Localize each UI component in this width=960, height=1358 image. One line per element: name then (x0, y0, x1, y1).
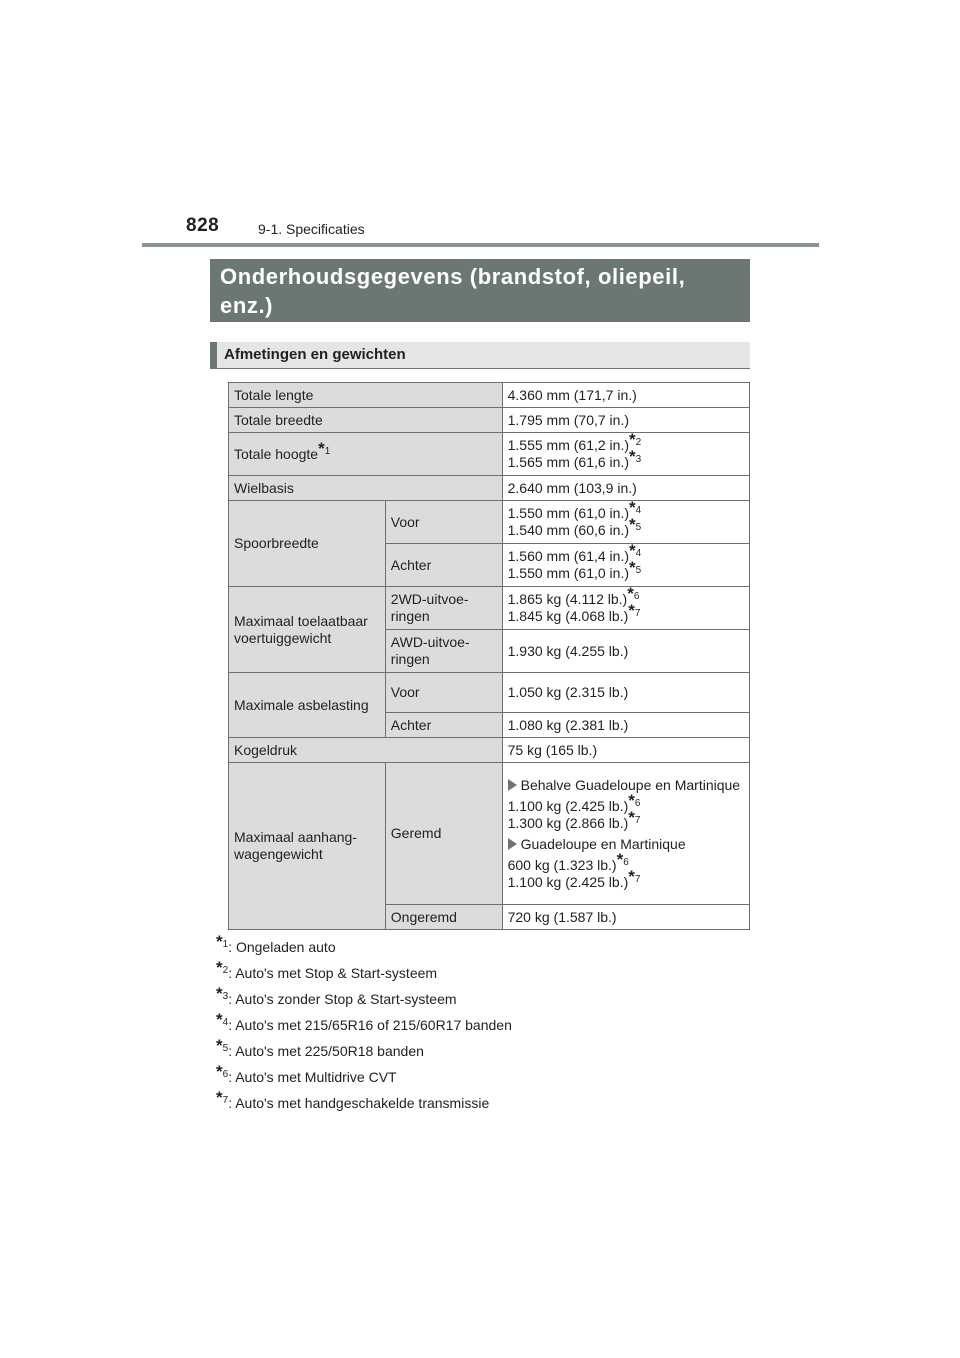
footnote-number: 4 (635, 548, 642, 559)
asterisk-mark: * (216, 1088, 223, 1107)
triangle-bullet-icon (508, 838, 517, 850)
row-value: 1.930 kg (4.255 lb.) (502, 630, 749, 673)
condition-text: Guadeloupe en Martinique (520, 835, 686, 852)
asterisk-mark: * (216, 932, 223, 951)
footnote-ref (216, 1062, 229, 1081)
footnote-number: 6 (633, 591, 640, 602)
row-value: 720 kg (1.587 lb.) (502, 905, 749, 930)
footnote-number: 5 (222, 1043, 229, 1054)
row-label: Spoorbreedte (229, 501, 386, 587)
footnote-number: 6 (623, 856, 629, 868)
row-sublabel: Achter (385, 544, 502, 587)
table-row (229, 408, 750, 433)
row-label: Maximaal toelaatbaar voertuiggewicht (229, 587, 386, 673)
row-value (502, 498, 749, 544)
row-label: Kogeldruk (229, 738, 503, 763)
footnote-ref (629, 515, 642, 534)
row-label: Totale breedte (229, 408, 503, 433)
asterisk-mark: * (628, 807, 635, 827)
asterisk-mark: * (627, 584, 634, 603)
asterisk-mark: * (628, 790, 635, 810)
footnote-item (216, 1088, 512, 1119)
value-line: 1.300 kg (2.866 lb.) (507, 814, 629, 831)
footnote-ref (216, 984, 229, 1003)
heading-accent-bar (210, 342, 217, 368)
footnote-number: 5 (635, 522, 642, 533)
subsection-heading (210, 342, 750, 369)
footnote-ref (216, 932, 229, 951)
footnote-number: 6 (634, 797, 641, 809)
table-row (229, 501, 750, 544)
subsection-title: Afmetingen en gewichten (224, 346, 406, 363)
footnote-ref (216, 1088, 229, 1107)
footnote-number: 2 (222, 965, 229, 976)
specifications-table (228, 382, 750, 930)
asterisk-mark: * (629, 515, 636, 534)
table-row (229, 587, 750, 630)
footnote-item (216, 1010, 512, 1041)
section-label: 9-1. Specificaties (258, 221, 365, 237)
footnote-number: 6 (222, 1069, 229, 1080)
header-rule (142, 243, 819, 247)
value-line: 1.100 kg (2.425 lb.) (507, 873, 629, 890)
page-title: Onderhoudsgegevens (brandstof, oliepeil, enz.) (210, 259, 750, 322)
row-value (502, 584, 749, 630)
triangle-bullet-icon (508, 779, 517, 791)
row-sublabel: AWD-uitvoe-ringen (385, 630, 502, 673)
asterisk-mark: * (629, 430, 636, 449)
value-line: 1.845 kg (4.068 lb.) (507, 608, 629, 624)
row-sublabel: Achter (385, 713, 502, 738)
row-sublabel: 2WD-uitvoe-ringen (385, 587, 502, 630)
row-value: 75 kg (165 lb.) (502, 738, 749, 763)
row-value (502, 541, 749, 587)
value-line: 1.865 kg (4.112 lb.) (507, 591, 628, 607)
footnote-number: 4 (635, 505, 642, 516)
footnote-number: 1 (222, 939, 229, 950)
footnote-item (216, 1062, 512, 1093)
value-line: 600 kg (1.323 lb.) (507, 856, 617, 873)
table-row (229, 763, 750, 905)
footnote-number: 2 (635, 437, 642, 448)
footnote-text: : Auto's met Multidrive CVT (228, 1069, 397, 1085)
value-line: 1.550 mm (61,0 in.) (507, 505, 629, 521)
asterisk-mark: * (629, 541, 636, 560)
value-line: 1.555 mm (61,2 in.) (507, 437, 629, 453)
footnote-number: 7 (634, 814, 641, 826)
value-line: 1.100 kg (2.425 lb.) (507, 797, 629, 814)
footnote-text: : Auto's met 215/65R16 of 215/60R17 banden (228, 1017, 512, 1033)
footnote-ref (616, 849, 629, 869)
asterisk-mark: * (628, 866, 635, 886)
table-row (229, 673, 750, 713)
asterisk-mark: * (216, 1062, 223, 1081)
asterisk-mark: * (216, 958, 223, 977)
footnote-text: : Auto's met Stop & Start-systeem (228, 965, 438, 981)
footnote-number: 7 (634, 873, 641, 885)
footnote-ref (628, 807, 641, 827)
condition-line (508, 836, 744, 853)
row-label: Totale lengte (229, 383, 503, 408)
footnote-text: : Ongeladen auto (228, 939, 336, 955)
footnotes (216, 932, 512, 1119)
asterisk-mark: * (318, 438, 325, 458)
footnote-ref (628, 866, 641, 886)
footnote-ref (628, 601, 641, 620)
footnote-number: 3 (635, 454, 642, 465)
value-line: 1.550 mm (61,0 in.) (507, 565, 629, 581)
row-value (502, 430, 749, 476)
condition-line (508, 777, 744, 794)
footnote-ref (629, 447, 642, 466)
footnote-item (216, 958, 512, 989)
asterisk-mark: * (216, 1036, 223, 1055)
footnote-number: 3 (222, 991, 229, 1002)
page-number: 828 (186, 215, 220, 236)
asterisk-mark: * (629, 498, 636, 517)
row-value: 2.640 mm (103,9 in.) (502, 476, 749, 501)
row-value: 4.360 mm (171,7 in.) (502, 383, 749, 408)
footnote-ref (216, 1036, 229, 1055)
row-label: Maximale asbelasting (229, 673, 386, 738)
asterisk-mark: * (629, 447, 636, 466)
footnote-ref (318, 438, 331, 458)
row-sublabel: Voor (385, 501, 502, 544)
row-sublabel: Voor (385, 673, 502, 713)
footnote-ref (629, 558, 642, 577)
table-row (229, 476, 750, 501)
asterisk-mark: * (616, 849, 624, 869)
row-value: 1.795 mm (70,7 in.) (502, 408, 749, 433)
footnote-text: : Auto's met handgeschakelde transmissie (228, 1095, 490, 1111)
footnote-item (216, 932, 512, 963)
footnote-text: : Auto's met 225/50R18 banden (228, 1043, 424, 1059)
value-line: 1.560 mm (61,4 in.) (507, 548, 629, 564)
footnote-number: 5 (635, 565, 642, 576)
row-label (229, 433, 503, 476)
asterisk-mark: * (216, 1010, 223, 1029)
row-label: Maximaal aanhang-wagengewicht (229, 763, 386, 930)
table-row (229, 738, 750, 763)
row-sublabel: Ongeremd (385, 905, 502, 930)
footnote-ref (216, 1010, 229, 1029)
asterisk-mark: * (629, 558, 636, 577)
footnote-ref (216, 958, 229, 977)
condition-text: Behalve Guadeloupe en Martinique (520, 776, 741, 793)
value-line: 1.540 mm (60,6 in.) (507, 522, 629, 538)
footnote-text: : Auto's zonder Stop & Start-systeem (228, 991, 457, 1007)
footnote-number: 7 (222, 1095, 229, 1106)
footnote-item (216, 1036, 512, 1067)
footnote-number: 1 (324, 445, 331, 457)
table-row (229, 433, 750, 476)
footnote-number: 4 (222, 1017, 229, 1028)
row-value: 1.080 kg (2.381 lb.) (502, 713, 749, 738)
footnote-item (216, 984, 512, 1015)
row-label: Wielbasis (229, 476, 503, 501)
table-row (229, 383, 750, 408)
value-line: 1.565 mm (61,6 in.) (507, 454, 629, 470)
row-value: 1.050 kg (2.315 lb.) (502, 673, 749, 713)
row-sublabel: Geremd (385, 763, 502, 905)
row-label-text: Totale hoogte (234, 445, 319, 462)
asterisk-mark: * (628, 601, 635, 620)
row-value (502, 763, 749, 905)
footnote-number: 7 (634, 608, 641, 619)
asterisk-mark: * (216, 984, 223, 1003)
